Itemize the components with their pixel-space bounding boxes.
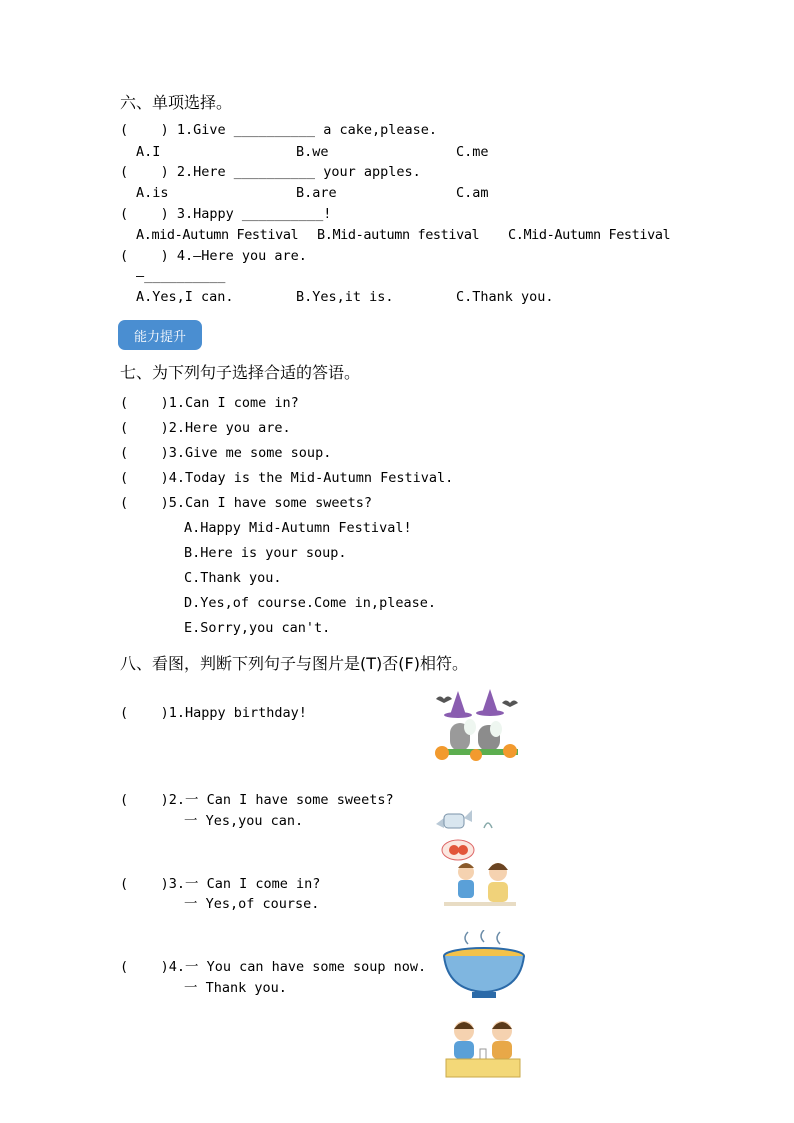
option-6-3-c: C.Mid-Autumn Festival	[508, 227, 671, 243]
question-6-4: ( ) 4.—Here you are.	[120, 248, 307, 264]
section8-heading: 八、看图，判断下列句子与图片是(T)否(F)相符。	[120, 654, 468, 673]
question-8-1: ( )1.Happy birthday!	[120, 705, 307, 721]
answer-option-e: E.Sorry,you can't.	[184, 620, 331, 636]
answer-option-c: C.Thank you.	[184, 570, 282, 586]
question-8-2-line2: 一 Yes,you can.	[184, 813, 304, 829]
children-picture	[440, 838, 520, 912]
question-7-2: ( )2.Here you are.	[120, 420, 291, 436]
answer-option-a: A.Happy Mid-Autumn Festival!	[184, 520, 412, 536]
soup-bowl-picture	[440, 930, 528, 1002]
question-8-3-line1: ( )3.一 Can I come in?	[120, 876, 321, 892]
option-6-3-b: B.Mid-autumn festival	[317, 227, 480, 243]
option-6-1-a: A.I	[136, 144, 161, 160]
option-6-2-a: A.is	[136, 185, 169, 201]
question-7-5: ( )5.Can I have some sweets?	[120, 495, 372, 511]
option-6-2-c: C.am	[456, 185, 489, 201]
sweets-picture	[432, 802, 502, 832]
option-6-2-b: B.are	[296, 185, 337, 201]
answer-option-b: B.Here is your soup.	[184, 545, 347, 561]
answer-option-d: D.Yes,of course.Come in,please.	[184, 595, 436, 611]
question-6-1: ( ) 1.Give __________ a cake,please.	[120, 122, 437, 138]
question-8-3-line2: 一 Yes,of course.	[184, 896, 320, 912]
question-8-4-line1: ( )4.一 You can have some soup now.	[120, 959, 427, 975]
two-boys-at-table-picture	[442, 1015, 524, 1081]
option-6-4-c: C.Thank you.	[456, 289, 554, 305]
answer-blank-6-4: —__________	[136, 268, 226, 284]
option-6-3-a: A.mid-Autumn Festival	[136, 227, 299, 243]
question-7-4: ( )4.Today is the Mid-Autumn Festival.	[120, 470, 454, 486]
option-6-1-c: C.me	[456, 144, 489, 160]
option-6-4-b: B.Yes,it is.	[296, 289, 394, 305]
question-8-4-line2: 一 Thank you.	[184, 980, 287, 996]
option-6-4-a: A.Yes,I can.	[136, 289, 234, 305]
question-7-3: ( )3.Give me some soup.	[120, 445, 332, 461]
question-8-2-line1: ( )2.一 Can I have some sweets?	[120, 792, 394, 808]
question-6-2: ( ) 2.Here __________ your apples.	[120, 164, 421, 180]
section6-heading: 六、单项选择。	[120, 93, 233, 112]
question-6-3: ( ) 3.Happy __________!	[120, 206, 332, 222]
ability-badge: 能力提升	[118, 320, 202, 350]
option-6-1-b: B.we	[296, 144, 329, 160]
halloween-scene-picture	[432, 685, 522, 763]
section7-heading: 七、为下列句子选择合适的答语。	[120, 363, 361, 382]
question-7-1: ( )1.Can I come in?	[120, 395, 299, 411]
